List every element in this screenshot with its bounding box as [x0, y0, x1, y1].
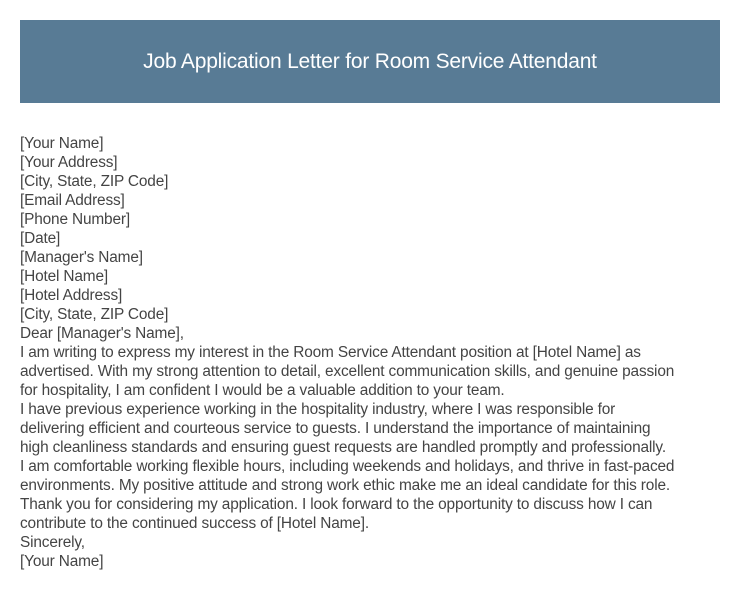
recipient-name: [Manager's Name]	[20, 249, 143, 266]
hotel-name: [Hotel Name]	[20, 268, 109, 285]
sender-email: [Email Address]	[20, 192, 125, 209]
salutation: Dear [Manager's Name],	[20, 325, 184, 342]
paragraph-line: I have previous experience working in the hospitality industry, where I was responsible for	[20, 401, 616, 418]
paragraph-line: contribute to the continued success of [Hotel Name].	[20, 515, 369, 532]
letter-date: [Date]	[20, 230, 61, 247]
title-banner	[20, 20, 720, 103]
paragraph-intro	[20, 343, 730, 400]
paragraph-line: for hospitality, I am confident I would be a valuable addition to your team.	[20, 382, 505, 399]
hotel-city: [City, State, ZIP Code]	[20, 306, 169, 323]
page-title: Job Application Letter for Room Service Attendant	[143, 49, 597, 73]
paragraph-line: I am comfortable working flexible hours, including weekends and holidays, and thrive in fast-paced	[20, 458, 675, 475]
paragraph-line: advertised. With my strong attention to detail, excellent communication skills, and genuine passion	[20, 363, 675, 380]
sender-city: [City, State, ZIP Code]	[20, 173, 169, 190]
closing: Sincerely,	[20, 534, 85, 551]
paragraph-thanks	[20, 495, 730, 533]
paragraph-availability	[20, 457, 730, 495]
sender-name: [Your Name]	[20, 135, 104, 152]
paragraph-line: high cleanliness standards and ensuring guest requests are handled promptly and professionally.	[20, 439, 666, 456]
paragraph-line: environments. My positive attitude and strong work ethic make me an ideal candidate for this role.	[20, 477, 670, 494]
letter-body	[20, 134, 730, 571]
sender-address: [Your Address]	[20, 154, 118, 171]
paragraph-line: delivering efficient and courteous service to guests. I understand the importance of maintaining	[20, 420, 651, 437]
signature: [Your Name]	[20, 553, 104, 570]
hotel-address: [Hotel Address]	[20, 287, 123, 304]
paragraph-line: I am writing to express my interest in the Room Service Attendant position at [Hotel Name] as	[20, 344, 641, 361]
paragraph-line: Thank you for considering my application. I look forward to the opportunity to discuss how I can	[20, 496, 653, 513]
address-block	[20, 134, 730, 343]
paragraph-experience	[20, 400, 730, 457]
sender-phone: [Phone Number]	[20, 211, 130, 228]
